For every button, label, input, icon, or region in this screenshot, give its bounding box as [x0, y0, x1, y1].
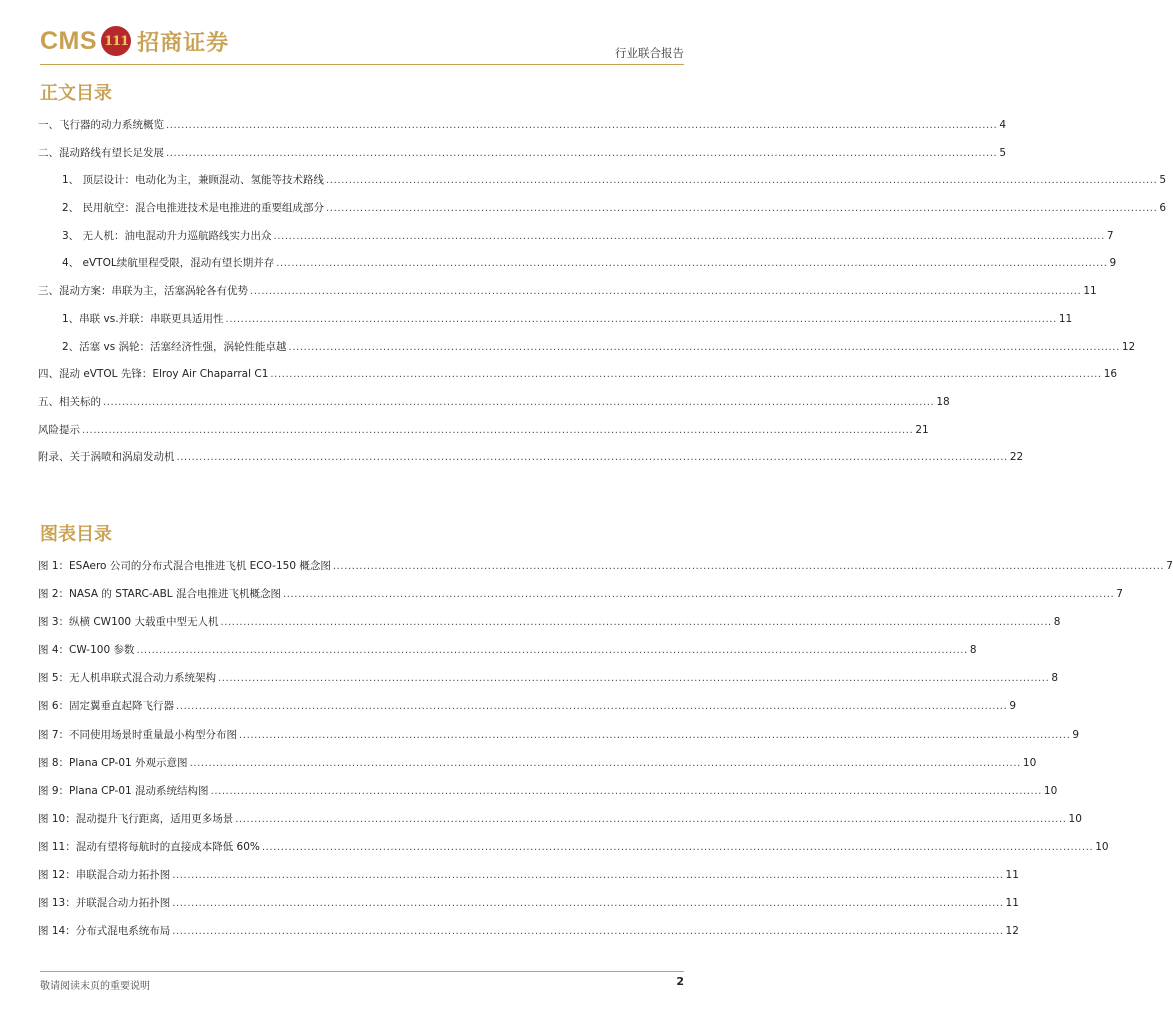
figure-entry[interactable] [38, 839, 1109, 867]
figure-entry[interactable] [38, 895, 1019, 923]
figure-entry[interactable] [38, 558, 1173, 586]
figure-entry-label: 图 3：纵横 CW100 大载重中型无人机 [38, 616, 219, 629]
logo-cms-text: CMS [40, 26, 98, 55]
figure-entry-label: 图 11：混动有望将每航时的直接成本降低 60% [38, 840, 260, 853]
dot-leader: ............................................................................................................................................................................................................................ [166, 147, 998, 159]
table-of-contents [38, 117, 1167, 477]
dot-leader: ............................................................................................................................................................................................................................ [220, 617, 1052, 629]
toc-entry-label: 五、相关标的 [38, 395, 101, 408]
toc-entry[interactable] [38, 311, 1073, 339]
figure-entry[interactable] [38, 642, 977, 670]
dot-leader: ............................................................................................................................................................................................................................ [288, 341, 1120, 353]
figure-entry-page: 12 [1005, 925, 1019, 938]
report-type-label: 行业联合报告 [615, 46, 684, 60]
toc-entry-page: 4 [999, 119, 1007, 131]
toc-entry-page: 9 [1109, 257, 1117, 270]
figure-entry-label: 图 14：分布式混电系统布局 [38, 925, 171, 938]
figure-entry-page: 7 [1116, 588, 1123, 601]
figures-title: 图表目录 [40, 524, 112, 545]
cms-logo [40, 24, 229, 58]
toc-entry-label: 一、飞行器的动力系统概览 [38, 119, 164, 131]
figure-entry[interactable] [38, 783, 1058, 811]
toc-entry[interactable] [38, 228, 1114, 256]
dot-leader: ............................................................................................................................................................................................................................ [172, 870, 1004, 882]
figure-entry-page: 8 [1051, 672, 1059, 685]
figure-entry-page: 7 [1166, 560, 1173, 572]
toc-entry-page: 12 [1121, 340, 1136, 353]
dot-leader: ............................................................................................................................................................................................................................ [176, 701, 1008, 713]
figure-entry-page: 8 [1053, 616, 1061, 629]
dot-leader: ............................................................................................................................................................................................................................ [270, 369, 1102, 381]
logo-chinese-text: 招商证券 [137, 30, 230, 56]
figure-entry-page: 10 [1068, 812, 1082, 825]
dot-leader: ............................................................................................................................................................................................................................ [276, 258, 1108, 270]
dot-leader: ............................................................................................................................................................................................................................ [176, 452, 1008, 464]
toc-entry[interactable] [38, 449, 1024, 477]
figure-index [38, 558, 1173, 951]
figure-entry-page: 10 [1022, 756, 1037, 769]
toc-entry-label: 1、串联 vs.并联：串联更具适用性 [62, 312, 224, 325]
dot-leader: ............................................................................................................................................................................................................................ [250, 286, 1082, 298]
figure-entry[interactable] [38, 755, 1037, 783]
toc-entry-label: 1、 顶层设计：电动化为主，兼顾混动、氢能等技术路线 [62, 174, 325, 187]
figure-entry-label: 图 7：不同使用场景时重量最小构型分布图 [38, 728, 238, 741]
toc-entry[interactable] [38, 394, 950, 422]
logo-emblem-icon: 111 [101, 26, 131, 56]
header-divider [40, 64, 684, 65]
figure-entry[interactable] [38, 923, 1019, 951]
figure-entry-page: 9 [1072, 728, 1080, 741]
toc-entry[interactable] [38, 200, 1167, 228]
dot-leader: ............................................................................................................................................................................................................................ [326, 175, 1158, 187]
dot-leader: ............................................................................................................................................................................................................................ [103, 396, 935, 408]
footer-disclaimer: 敬请阅读末页的重要说明 [40, 981, 150, 992]
figure-entry-label: 图 6：固定翼垂直起降飞行器 [38, 700, 175, 713]
toc-entry-label: 二、混动路线有望长足发展 [38, 146, 164, 159]
figure-entry-label: 图 12：串联混合动力拓扑图 [38, 869, 171, 882]
dot-leader: ............................................................................................................................................................................................................................ [136, 645, 968, 657]
toc-entry-label: 风险提示 [38, 423, 80, 436]
dot-leader: ............................................................................................................................................................................................................................ [82, 424, 914, 436]
dot-leader: ............................................................................................................................................................................................................................ [273, 230, 1105, 242]
toc-entry-page: 6 [1159, 202, 1167, 215]
toc-entry[interactable] [38, 255, 1117, 283]
page-header [0, 0, 724, 70]
toc-entry-label: 附录、关于涡喷和涡扇发动机 [38, 451, 175, 464]
toc-entry-page: 18 [936, 395, 950, 408]
figure-entry-page: 8 [969, 644, 977, 657]
page-number: 2 [676, 975, 684, 988]
toc-entry[interactable] [38, 172, 1167, 200]
toc-entry-page: 5 [1159, 174, 1167, 187]
toc-entry[interactable] [38, 422, 929, 450]
dot-leader: ............................................................................................................................................................................................................................ [172, 898, 1004, 910]
dot-leader: ............................................................................................................................................................................................................................ [172, 926, 1004, 938]
figure-entry[interactable] [38, 614, 1061, 642]
toc-entry-label: 4、 eVTOL续航里程受限，混动有望长期并存 [62, 257, 275, 270]
figure-entry-label: 图 1：ESAero 公司的分布式混合电推进飞机 ECO-150 概念图 [38, 560, 331, 572]
figure-entry-label: 图 10：混动提升飞行距离，适用更多场景 [38, 812, 234, 825]
toc-entry[interactable] [38, 283, 1097, 311]
dot-leader: ............................................................................................................................................................................................................................ [332, 561, 1165, 572]
toc-entry-page: 22 [1009, 451, 1024, 464]
toc-entry-label: 2、 民用航空：混合电推进技术是电推进的重要组成部分 [62, 202, 325, 215]
toc-entry-page: 21 [915, 423, 929, 436]
toc-entry[interactable] [38, 339, 1136, 367]
toc-entry-page: 11 [1083, 285, 1097, 298]
dot-leader: ............................................................................................................................................................................................................................ [218, 673, 1050, 685]
figure-entry[interactable] [38, 811, 1082, 839]
dot-leader: ............................................................................................................................................................................................................................ [166, 120, 998, 131]
toc-entry[interactable] [38, 145, 1007, 173]
toc-entry-page: 16 [1103, 368, 1118, 381]
figure-entry-page: 11 [1005, 869, 1019, 882]
toc-entry-label: 四、混动 eVTOL 先锋：Elroy Air Chaparral C1 [38, 368, 269, 381]
toc-entry-label: 3、 无人机：油电混动升力巡航路线实力出众 [62, 229, 272, 242]
figure-entry-label: 图 2：NASA 的 STARC-ABL 混合电推进飞机概念图 [38, 588, 281, 601]
toc-entry-label: 2、活塞 vs 涡轮：活塞经济性强，涡轮性能卓越 [62, 340, 287, 353]
figure-entry-label: 图 13：并联混合动力拓扑图 [38, 897, 171, 910]
dot-leader: ............................................................................................................................................................................................................................ [261, 841, 1094, 853]
toc-entry-page: 5 [999, 146, 1007, 159]
footer-divider [40, 971, 684, 972]
figure-entry[interactable] [38, 867, 1019, 895]
figure-entry[interactable] [38, 670, 1059, 698]
toc-entry-page: 11 [1058, 312, 1073, 325]
figure-entry-label: 图 4：CW-100 参数 [38, 644, 135, 657]
dot-leader: ............................................................................................................................................................................................................................ [210, 785, 1042, 797]
toc-entry[interactable] [38, 366, 1118, 394]
figure-entry-page: 9 [1009, 700, 1017, 713]
figure-entry[interactable] [38, 698, 1017, 726]
figure-entry-page: 11 [1005, 897, 1019, 910]
toc-entry-page: 7 [1106, 229, 1114, 242]
figure-entry-label: 图 8：Plana CP-01 外观示意图 [38, 756, 188, 769]
dot-leader: ............................................................................................................................................................................................................................ [239, 729, 1071, 741]
toc-entry[interactable] [38, 117, 1007, 145]
figure-entry[interactable] [38, 727, 1080, 755]
figure-entry-page: 10 [1043, 784, 1058, 797]
dot-leader: ............................................................................................................................................................................................................................ [282, 589, 1115, 601]
toc-entry-label: 三、混动方案：串联为主，活塞涡轮各有优势 [38, 285, 248, 298]
figure-entry-label: 图 5：无人机串联式混合动力系统架构 [38, 672, 217, 685]
dot-leader: ............................................................................................................................................................................................................................ [225, 313, 1057, 325]
figure-entry-label: 图 9：Plana CP-01 混动系统结构图 [38, 784, 209, 797]
toc-title: 正文目录 [40, 83, 112, 104]
dot-leader: ............................................................................................................................................................................................................................ [189, 757, 1021, 769]
dot-leader: ............................................................................................................................................................................................................................ [326, 203, 1158, 215]
figure-entry[interactable] [38, 586, 1123, 614]
figure-entry-page: 10 [1095, 840, 1109, 853]
dot-leader: ............................................................................................................................................................................................................................ [235, 813, 1067, 825]
